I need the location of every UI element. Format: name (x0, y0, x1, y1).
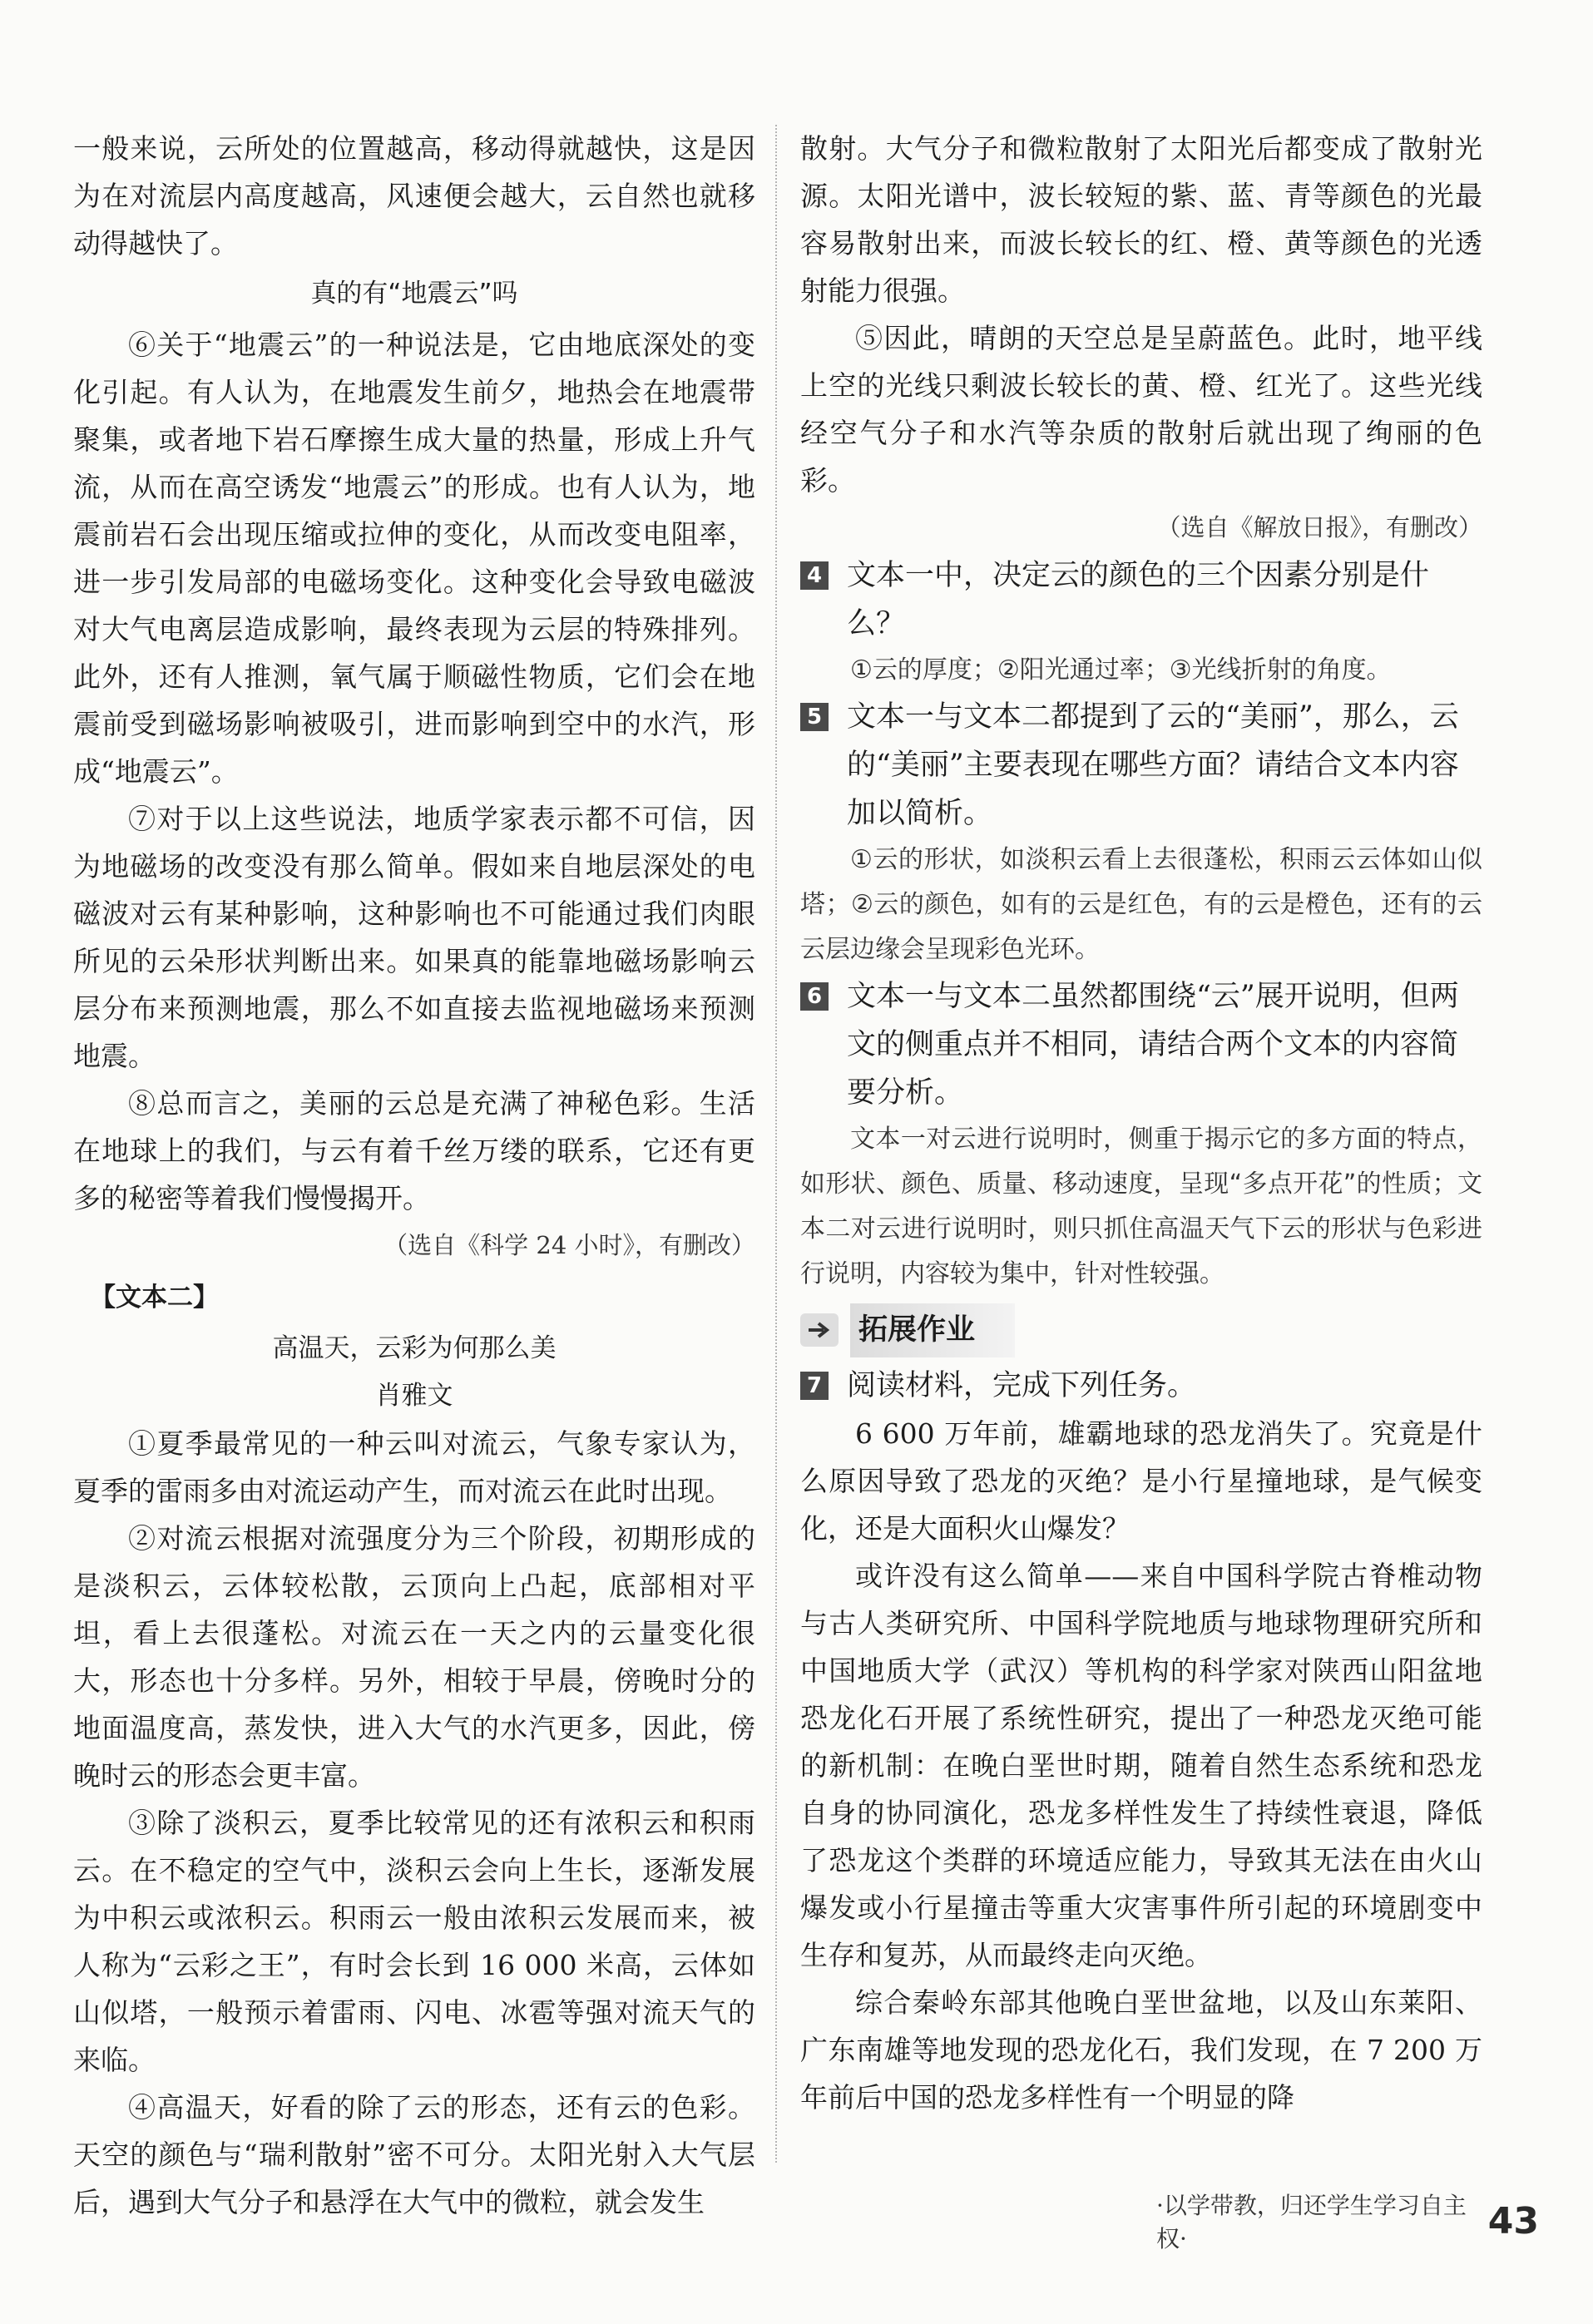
intro-paragraph: 一般来说，云所处的位置越高，移动得就越快，这是因为在对流层内高度越高，风速便会越大，云自然也就移动得越快了。 (73, 132, 755, 260)
text2-author: 肖雅文 (375, 1381, 453, 1411)
question-6 (800, 972, 1482, 1117)
page-number: 43 (1487, 2199, 1539, 2242)
question-number-badge: 7 (800, 1372, 829, 1400)
page-footer (1156, 2192, 1539, 2252)
left-column (73, 125, 755, 2226)
source-citation-1: （选自《科学 24 小时》，有删改） (383, 1231, 755, 1259)
column-divider (775, 125, 777, 2163)
arrow-right-icon (800, 1313, 839, 1347)
right-column (800, 125, 1482, 2121)
answer-5: ①云的形状，如淡积云看上去很蓬松，积雨云云体如山似塔；②云的颜色，如有的云是红色，有的云是橙色，还有的云云层边缘会呈现彩色光环。 (800, 845, 1482, 964)
question-text: 阅读材料，完成下列任务。 (847, 1369, 1197, 1402)
text2-paragraph-1: ①夏季最常见的一种云叫对流云，气象专家认为，夏季的雷雨多由对流运动产生，而对流云在此时出现。 (73, 1427, 755, 1507)
material-paragraph-1: 6 600 万年前，雄霸地球的恐龙消失了。究竟是什么原因导致了恐龙的灭绝？是小行星撞地球，是气候变化，还是大面积火山爆发？ (800, 1417, 1482, 1545)
paragraph-7: ⑦对于以上这些说法，地质学家表示都不可信，因为地磁场的改变没有那么简单。假如来自地层深处的电磁波对云有某种影响，这种影响也不可能通过我们肉眼所见的云朵形状判断出来。如果真的能靠地磁场影响云层分布来预测地震，那么不如直接去监视地磁场来预测地震。 (73, 803, 755, 1072)
question-7 (800, 1362, 1482, 1410)
extension-title: 拓展作业 (850, 1303, 1015, 1357)
paragraph-8: ⑧总而言之，美丽的云总是充满了神秘色彩。生活在地球上的我们，与云有着千丝万缕的联系，它还有更多的秘密等着我们慢慢揭开。 (73, 1087, 755, 1214)
paragraph-6: ⑥关于“地震云”的一种说法是，它由地底深处的变化引起。有人认为，在地震发生前夕，地热会在地震带聚集，或者地下岩石摩擦生成大量的热量，形成上升气流，从而在高空诱发“地震云”的形成。也有人认为，地震前岩石会出现压缩或拉伸的变化，从而改变电阻率，进一步引发局部的电磁场变化。这种变化会导致电磁波对大气电离层造成影响，最终表现为云层的特殊排列。此外，还有人推测，氧气属于顺磁性物质，它们会在地震前受到磁场影响被吸引，进而影响到空中的水汽，形成“地震云”。 (73, 329, 755, 788)
question-4 (800, 551, 1482, 648)
text2-paragraph-3: ③除了淡积云，夏季比较常见的还有浓积云和积雨云。在不稳定的空气中，淡积云会向上生长，逐渐发展为中积云或浓积云。积雨云一般由浓积云发展而来，被人称为“云彩之王”，有时会长到 16 000 米高，云体如山似塔，一般预示着雷雨、闪电、冰雹等强对流天气的来临。 (73, 1807, 755, 2076)
question-text: 文本一中，决定云的颜色的三个因素分别是什么？ (847, 559, 1430, 640)
answer-4: ①云的厚度；②阳光通过率；③光线折射的角度。 (850, 655, 1392, 685)
answer-6: 文本一对云进行说明时，侧重于揭示它的多方面的特点，如形状、颜色、质量、移动速度，呈现“多点开花”的性质；文本二对云进行说明时，则只抓住高温天气下云的形状与色彩进行说明，内容较为集中，针对性较强。 (800, 1125, 1482, 1288)
section-heading: 真的有“地震云”吗 (310, 279, 518, 309)
text2-tag: 【文本二】 (90, 1283, 219, 1313)
question-text: 文本一与文本二虽然都围绕“云”展开说明，但两文的侧重点并不相同，请结合两个文本的内容简要分析。 (847, 980, 1459, 1110)
footer-motto: ·以学带教，归还学生学习自主权· (1156, 2192, 1467, 2252)
question-number-badge: 4 (800, 561, 829, 590)
question-text: 文本一与文本二都提到了云的“美丽”，那么，云的“美丽”主要表现在哪些方面？请结合文本内容加以简析。 (847, 700, 1459, 830)
question-5 (800, 693, 1482, 838)
question-number-badge: 6 (800, 982, 829, 1011)
material-paragraph-3: 综合秦岭东部其他晚白垩世盆地，以及山东莱阳、广东南雄等地发现的恐龙化石，我们发现，在 7 200 万年前后中国的恐龙多样性有一个明显的降 (800, 1986, 1482, 2114)
text2-paragraph-4: ④高温天，好看的除了云的形态，还有云的色彩。天空的颜色与“瑞利散射”密不可分。太阳光射入大气层后，遇到大气分子和悬浮在大气中的微粒，就会发生 (73, 2091, 755, 2218)
extension-banner (800, 1305, 1482, 1355)
source-citation-2: （选自《解放日报》，有删改） (1156, 513, 1482, 541)
text2-paragraph-5: ⑤因此，晴朗的天空总是呈蔚蓝色。此时，地平线上空的光线只剩波长较长的黄、橙、红光了。这些光线经空气分子和水汽等杂质的散射后就出现了绚丽的色彩。 (800, 322, 1482, 497)
text2-paragraph-2: ②对流云根据对流强度分为三个阶段，初期形成的是淡积云，云体较松散，云顶向上凸起，底部相对平坦，看上去很蓬松。对流云在一天之内的云量变化很大，形态也十分多样。另外，相较于早晨，傍晚时分的地面温度高，蒸发快，进入大气的水汽更多，因此，傍晚时云的形态会更丰富。 (73, 1522, 755, 1792)
question-number-badge: 5 (800, 703, 829, 731)
text2-title: 高温天，云彩为何那么美 (272, 1333, 557, 1363)
material-paragraph-2: 或许没有这么简单——来自中国科学院古脊椎动物与古人类研究所、中国科学院地质与地球物理研究所和中国地质大学（武汉）等机构的科学家对陕西山阳盆地恐龙化石开展了系统性研究，提出了一种恐龙灭绝可能的新机制：在晚白垩世时期，随着自然生态系统和恐龙自身的协同演化，恐龙多样性发生了持续性衰退，降低了恐龙这个类群的环境适应能力，导致其无法在由火山爆发或小行星撞击等重大灾害事件所引起的环境剧变中生存和复苏，从而最终走向灭绝。 (800, 1560, 1482, 1971)
text2-paragraph-4-continued: 散射。大气分子和微粒散射了太阳光后都变成了散射光源。太阳光谱中，波长较短的紫、蓝、青等颜色的光最容易散射出来，而波长较长的红、橙、黄等颜色的光透射能力很强。 (800, 132, 1482, 307)
